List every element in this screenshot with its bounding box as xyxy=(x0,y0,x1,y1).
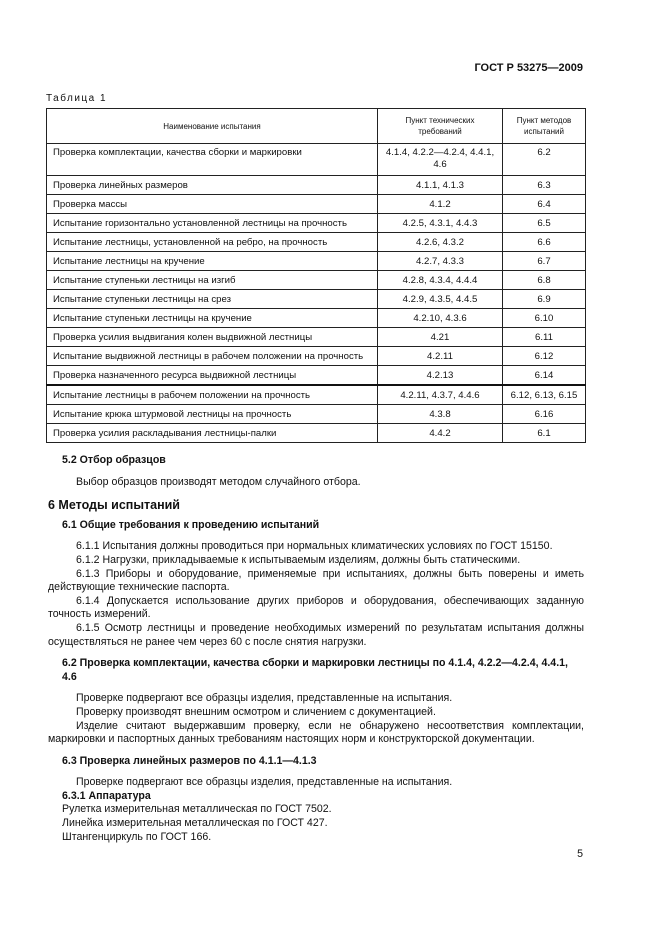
table-row xyxy=(47,328,586,347)
table-row xyxy=(47,176,586,195)
paragraph: 6.1.4 Допускается использование других приборов и оборудования, обеспечивающих заданную точность измерений. xyxy=(48,594,584,621)
method-cell: 6.6 xyxy=(503,233,586,252)
requirement-cell: 4.1.2 xyxy=(378,195,503,214)
method-cell: 6.12 xyxy=(503,347,586,366)
test-name-cell: Испытание лестницы в рабочем положении на прочность xyxy=(47,385,378,405)
col-header-name: Наименование испытания xyxy=(47,109,378,144)
requirement-cell: 4.2.13 xyxy=(378,366,503,386)
method-cell: 6.7 xyxy=(503,252,586,271)
table-row xyxy=(47,290,586,309)
requirement-cell: 4.1.4, 4.2.2—4.2.4, 4.4.1, 4.6 xyxy=(378,144,503,176)
method-cell: 6.9 xyxy=(503,290,586,309)
method-cell: 6.16 xyxy=(503,405,586,424)
table-row xyxy=(47,271,586,290)
paragraph: 6.1.2 Нагрузки, прикладываемые к испытываемым изделиям, должны быть статическими. xyxy=(76,553,521,566)
paragraph: Выбор образцов производят методом случайного отбора. xyxy=(76,475,361,488)
standard-header: ГОСТ Р 53275—2009 xyxy=(474,62,583,74)
table-row xyxy=(47,424,586,443)
requirement-cell: 4.2.8, 4.3.4, 4.4.4 xyxy=(378,271,503,290)
requirement-cell: 4.2.9, 4.3.5, 4.4.5 xyxy=(378,290,503,309)
section-heading: 6.1 Общие требования к проведению испытаний xyxy=(62,518,320,531)
paragraph: Проверку производят внешним осмотром и сличением с документацией. xyxy=(76,705,436,718)
method-cell: 6.12, 6.13, 6.15 xyxy=(503,385,586,405)
table-row xyxy=(47,233,586,252)
test-table xyxy=(46,108,586,443)
test-name-cell: Испытание ступеньки лестницы на кручение xyxy=(47,309,378,328)
method-cell: 6.8 xyxy=(503,271,586,290)
test-name-cell: Проверка линейных размеров xyxy=(47,176,378,195)
method-cell: 6.1 xyxy=(503,424,586,443)
table-row xyxy=(47,252,586,271)
paragraph: Изделие считают выдержавшим проверку, если не обнаружено несоответствия комплектации, маркировки и паспортных данных требованиям настоящих норм и конструкторской документации. xyxy=(48,719,584,746)
requirement-cell: 4.2.10, 4.3.6 xyxy=(378,309,503,328)
col-header-method: Пункт методов испытаний xyxy=(503,109,586,144)
paragraph: 6.1.3 Приборы и оборудование, применяемые при испытаниях, должны быть поверены и иметь действующие технические паспорта. xyxy=(48,567,584,594)
table-row xyxy=(47,144,586,176)
paragraph: 6.1.5 Осмотр лестницы и проведение необходимых измерений по результатам испытания должны осуществляться не ранее чем через 60 с после снятия нагрузки. xyxy=(48,621,584,648)
table-row xyxy=(47,347,586,366)
test-name-cell: Испытание лестницы, установленной на ребро, на прочность xyxy=(47,233,378,252)
method-cell: 6.3 xyxy=(503,176,586,195)
method-cell: 6.10 xyxy=(503,309,586,328)
paragraph: Проверке подвергают все образцы изделия, представленные на испытания. xyxy=(76,776,453,789)
method-cell: 6.2 xyxy=(503,144,586,176)
table-row xyxy=(47,309,586,328)
method-cell: 6.14 xyxy=(503,366,586,386)
requirement-cell: 4.2.6, 4.3.2 xyxy=(378,233,503,252)
test-name-cell: Проверка назначенного ресурса выдвижной лестницы xyxy=(47,366,378,386)
section-heading: 5.2 Отбор образцов xyxy=(62,454,166,466)
test-name-cell: Проверка массы xyxy=(47,195,378,214)
test-name-cell: Испытание ступеньки лестницы на срез xyxy=(47,290,378,309)
test-name-cell: Испытание ступеньки лестницы на изгиб xyxy=(47,271,378,290)
table-caption: Таблица 1 xyxy=(46,93,108,104)
table-row xyxy=(47,195,586,214)
requirement-cell: 4.3.8 xyxy=(378,405,503,424)
requirement-cell: 4.2.11 xyxy=(378,347,503,366)
paragraph: Линейка измерительная металлическая по ГОСТ 427. xyxy=(62,817,328,830)
test-name-cell: Проверка комплектации, качества сборки и маркировки xyxy=(47,144,378,176)
test-name-cell: Проверка усилия раскладывания лестницы-палки xyxy=(47,424,378,443)
test-name-cell: Проверка усилия выдвигания колен выдвижной лестницы xyxy=(47,328,378,347)
section-heading: 6.2 Проверка комплектации, качества сборки и маркировки лестницы по 4.1.4, 4.2.2—4.2.4, 4.4.1, 4.6 xyxy=(62,657,568,683)
paragraph: Штангенциркуль по ГОСТ 166. xyxy=(62,830,212,843)
paragraph: Проверке подвергают все образцы изделия, представленные на испытания. xyxy=(76,692,453,705)
test-name-cell: Испытание выдвижной лестницы в рабочем положении на прочность xyxy=(47,347,378,366)
test-name-cell: Испытание лестницы на кручение xyxy=(47,252,378,271)
table-row xyxy=(47,405,586,424)
method-cell: 6.5 xyxy=(503,214,586,233)
document-body xyxy=(48,448,584,844)
section-heading: 6.3.1 Аппаратура xyxy=(62,789,151,802)
table-row xyxy=(47,366,586,386)
paragraph: Рулетка измерительная металлическая по ГОСТ 7502. xyxy=(62,803,332,816)
test-name-cell: Испытание крюка штурмовой лестницы на прочность xyxy=(47,405,378,424)
paragraph: 6.1.1 Испытания должны проводиться при нормальных климатических условиях по ГОСТ 15150. xyxy=(76,540,553,553)
method-cell: 6.11 xyxy=(503,328,586,347)
requirement-cell: 4.4.2 xyxy=(378,424,503,443)
requirement-cell: 4.21 xyxy=(378,328,503,347)
col-header-req: Пункт технических требований xyxy=(378,109,503,144)
section-heading: 6 Методы испытаний xyxy=(48,498,180,513)
requirement-cell: 4.2.7, 4.3.3 xyxy=(378,252,503,271)
method-cell: 6.4 xyxy=(503,195,586,214)
table-row xyxy=(47,385,586,405)
test-name-cell: Испытание горизонтально установленной лестницы на прочность xyxy=(47,214,378,233)
requirement-cell: 4.2.11, 4.3.7, 4.4.6 xyxy=(378,385,503,405)
page-number: 5 xyxy=(577,848,583,860)
requirement-cell: 4.2.5, 4.3.1, 4.4.3 xyxy=(378,214,503,233)
section-heading: 6.3 Проверка линейных размеров по 4.1.1—4.1.3 xyxy=(62,754,317,767)
table-row xyxy=(47,214,586,233)
requirement-cell: 4.1.1, 4.1.3 xyxy=(378,176,503,195)
